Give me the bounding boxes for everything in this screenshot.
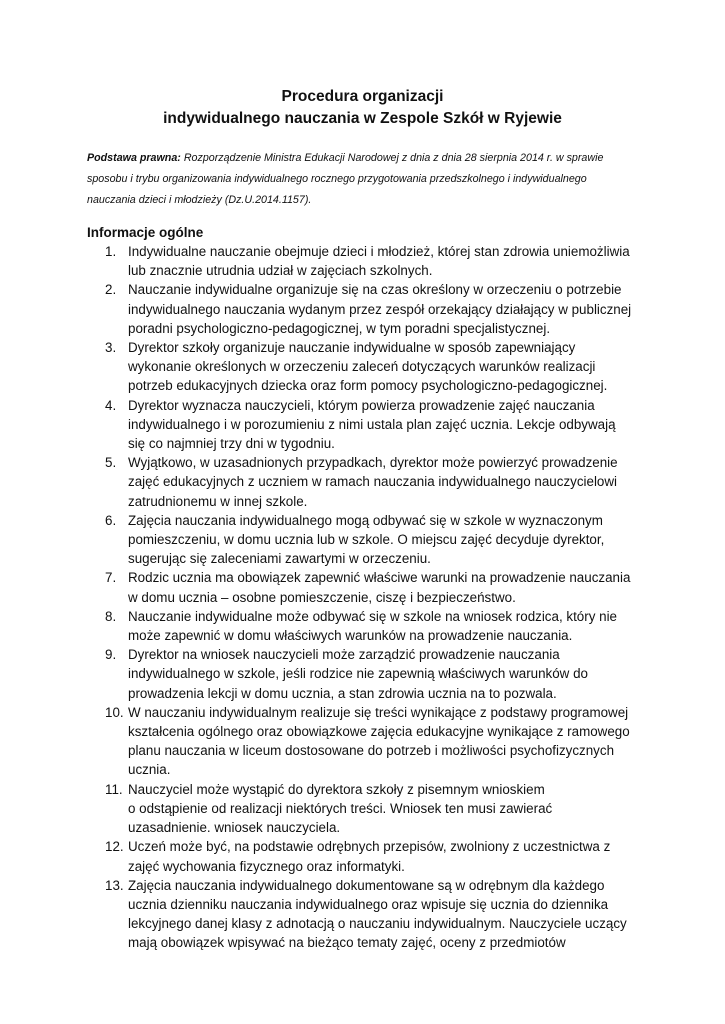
list-item-text [128, 780, 640, 838]
list-item-line: Dyrektor szkoły organizuje nauczanie indywidualne w sposób zapewniający [128, 340, 576, 356]
list-item-text [128, 837, 640, 875]
list-item-line: indywidualnego w szkole, jeśli rodzice nie zapewnią właściwych warunków do [128, 666, 588, 682]
list-item-number: 7. [105, 570, 117, 586]
list-item-line: ucznia dzienniku nauczania indywidualnego oraz wpisuje się ucznia do dziennika [128, 896, 609, 912]
list-item [0, 453, 725, 511]
list-item-line: potrzeb edukacyjnych dziecka oraz form pomocy psychologiczno-pedagogicznej. [128, 378, 608, 394]
list-item-number: 6. [105, 512, 117, 528]
list-item-line: sugerując się zaleceniami zawartymi w orzeczeniu. [128, 551, 431, 567]
section-heading: Informacje ogólne [87, 225, 204, 240]
list-item-number: 3. [105, 340, 117, 356]
list-item-line: się co najmniej trzy dni w tygodniu. [128, 436, 335, 452]
numbered-list [0, 242, 725, 953]
list-item-line: indywidualnego i w porozumieniu z nimi ustala plan zajęć ucznia. Lekcje odbywają [128, 416, 616, 432]
list-item-line: poradni psychologiczno-pedagogicznej, w tym poradni specjalistycznej. [128, 320, 551, 336]
list-item-line: ucznia. [128, 762, 171, 778]
list-item-text [128, 338, 640, 396]
list-item-text [128, 703, 640, 780]
list-item-number: 2. [105, 282, 117, 298]
list-item-line: w domu ucznia – osobne pomieszczenie, ciszę i bezpieczeństwo. [128, 589, 516, 605]
list-item-line: Uczeń może być, na podstawie odrębnych przepisów, zwolniony z uczestnictwa z [128, 839, 611, 855]
list-item [0, 780, 725, 838]
list-item-line: Nauczyciel może wystąpić do dyrektora szkoły z pisemnym wnioskiem [128, 781, 545, 797]
list-item-number: 11. [105, 781, 123, 797]
list-item-number: 8. [105, 608, 117, 624]
list-item-number: 9. [105, 647, 117, 663]
list-item-text [128, 876, 640, 953]
list-item [0, 568, 725, 606]
list-item [0, 607, 725, 645]
list-item-line: indywidualnego nauczania wydanym przez zespół orzekający działający w publicznej [128, 301, 632, 317]
list-item-line: pomieszczeniu, w domu ucznia lub w szkole. O miejscu zajęć decyduje dyrektor, [128, 532, 605, 548]
list-item-text [128, 511, 640, 569]
list-item [0, 511, 725, 569]
list-item-line: zatrudnionemu w innej szkole. [128, 493, 308, 509]
list-item-line: wykonanie określonych w orzeczeniu zaleceń dotyczących warunków realizacji [128, 359, 596, 375]
list-item [0, 242, 725, 280]
list-item-number: 5. [105, 455, 117, 471]
list-item [0, 703, 725, 780]
document-title-line-1: Procedura organizacji [281, 88, 444, 105]
list-item-line: lekcyjnego danej klasy z adnotacją o nauczaniu indywidualnym. Nauczyciele uczący [128, 916, 627, 932]
list-item [0, 280, 725, 338]
list-item-number: 12. [105, 839, 124, 855]
list-item-line: może zapewnić w domu właściwych warunków na prowadzenie nauczania. [128, 628, 573, 644]
document-title-line-2: indywidualnego nauczania w Zespole Szkół w Ryjewie [163, 110, 562, 127]
list-item-number: 10. [105, 704, 124, 720]
list-item-number: 4. [105, 397, 117, 413]
list-item-text [128, 607, 640, 645]
list-item-text [128, 396, 640, 454]
list-item [0, 645, 725, 703]
list-item-line: Wyjątkowo, w uzasadnionych przypadkach, dyrektor może powierzyć prowadzenie [128, 455, 618, 471]
list-item [0, 837, 725, 875]
list-item-line: kształcenia ogólnego oraz obowiązkowe zajęcia edukacyjne wynikające z ramowego [128, 724, 630, 740]
list-item-line: Nauczanie indywidualne organizuje się na czas określony w orzeczeniu o potrzebie [128, 282, 622, 298]
legal-basis-label: Podstawa prawna: [87, 152, 181, 164]
list-item-number: 1. [105, 244, 117, 259]
list-item-text [128, 645, 640, 703]
list-item-line: zajęć edukacyjnych z uczniem w ramach nauczania indywidualnego nauczycielowi [128, 474, 618, 490]
legal-basis-text: Rozporządzenie Ministra Edukacji Narodowej z dnia z dnia 28 sierpnia 2014 r. w sprawie sposobu i trybu organizowania indywidualnego rocznego przygotowania przedszkolnego i indywidualnego nauczania dzieci i młodzieży (Dz.U.2014.1157). [87, 152, 604, 206]
list-item-text [128, 568, 640, 606]
legal-basis [87, 148, 627, 211]
list-item-line: planu nauczania w liceum dostosowane do potrzeb i możliwości psychofizycznych [128, 743, 615, 759]
list-item-line: Nauczanie indywidualne może odbywać się w szkole na wniosek rodzica, który nie [128, 608, 618, 624]
list-item [0, 876, 725, 953]
list-item-line: o odstąpienie od realizacji niektórych treści. Wniosek ten musi zawierać [128, 800, 553, 816]
list-item-line: mają obowiązek wpisywać na bieżąco tematy zajęć, oceny z przedmiotów [128, 935, 566, 951]
list-item-line: Zajęcia nauczania indywidualnego dokumentowane są w odrębnym dla każdego [128, 877, 605, 893]
list-item [0, 338, 725, 396]
list-item [0, 396, 725, 454]
list-item-text [128, 242, 640, 280]
list-item-text [128, 453, 640, 511]
list-item-line: Indywidualne nauczanie obejmuje dzieci i młodzież, której stan zdrowia uniemożliwia [128, 244, 630, 259]
list-item-line: zajęć wychowania fizycznego oraz informatyki. [128, 858, 405, 874]
list-item-line: Zajęcia nauczania indywidualnego mogą odbywać się w szkole w wyznaczonym [128, 512, 603, 528]
list-item-number: 13. [105, 877, 124, 893]
list-item-line: prowadzenia lekcji w domu ucznia, a stan zdrowia ucznia na to pozwala. [128, 685, 557, 701]
list-item-line: Dyrektor na wniosek nauczycieli może zarządzić prowadzenie nauczania [128, 647, 560, 663]
list-item-line: Dyrektor wyznacza nauczycieli, którym powierza prowadzenie zajęć nauczania [128, 397, 595, 413]
list-item-text [128, 280, 640, 338]
list-item-line: W nauczaniu indywidualnym realizuje się treści wynikające z podstawy programowej [128, 704, 629, 720]
list-item-line: lub znacznie utrudnia udział w zajęciach szkolnych. [128, 263, 433, 279]
list-item-line: uzasadnienie. wniosek nauczyciela. [128, 820, 341, 836]
list-item-line: Rodzic ucznia ma obowiązek zapewnić właściwe warunki na prowadzenie nauczania [128, 570, 631, 586]
